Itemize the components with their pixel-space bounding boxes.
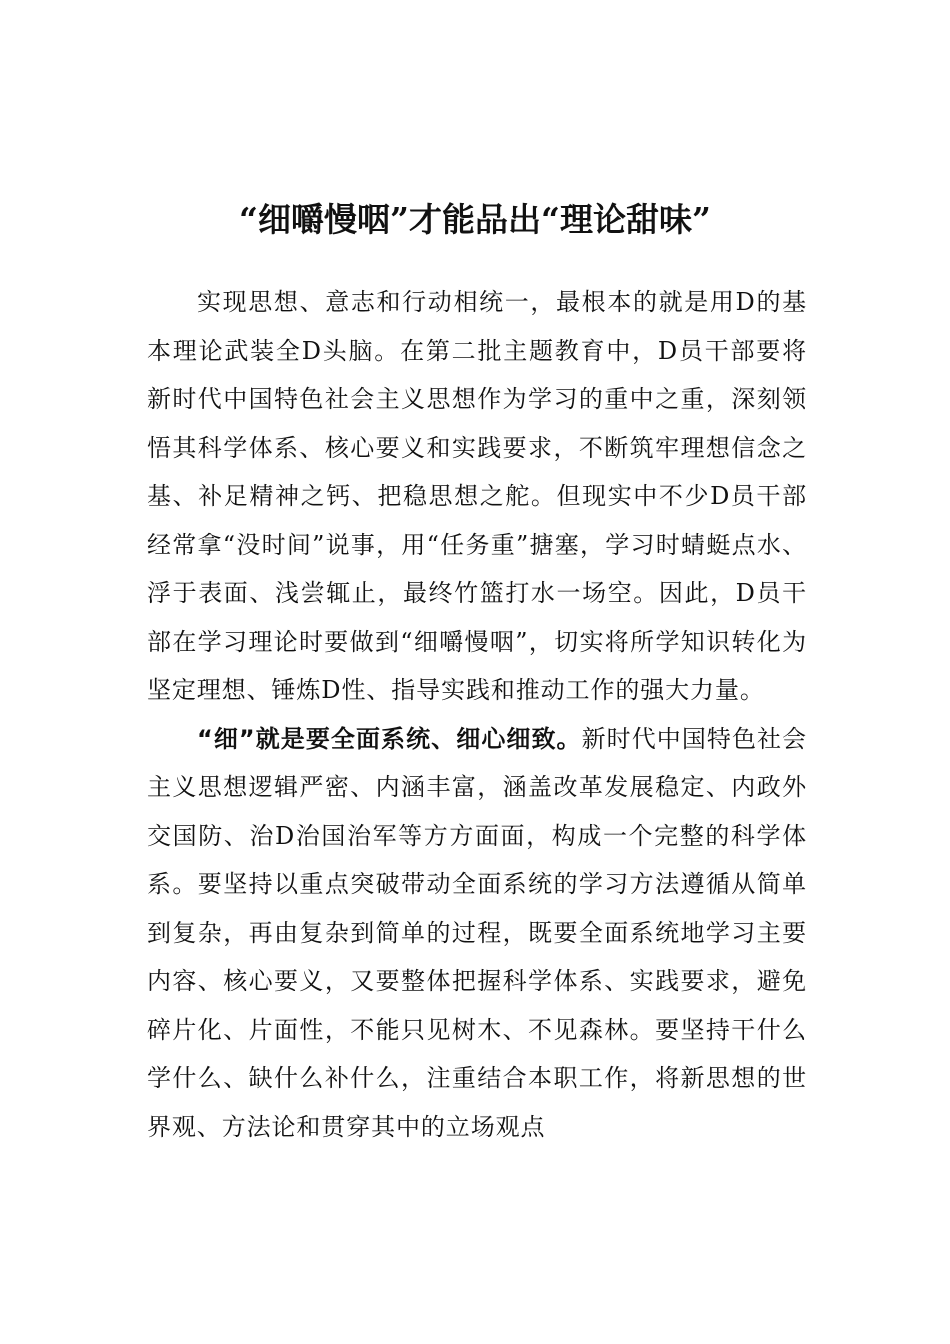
paragraph-xi xyxy=(147,715,807,1152)
document-title: “细嚼慢咽”才能品出“理论甜味” xyxy=(239,200,711,240)
document-body xyxy=(147,278,807,1151)
paragraph-xi-body: 新时代中国特色社会主义思想逻辑严密、内涵丰富，涵盖改革发展稳定、内政外交国防、治D治国治军等方方面面，构成一个完整的科学体系。要坚持以重点突破带动全面系统的学习方法遵循从简单到复杂，再由复杂到简单的过程，既要全面系统地学习主要内容、核心要义，又要整体把握科学体系、实践要求，避免碎片化、片面性，不能只见树木、不见森林。要坚持干什么学什么、缺什么补什么，注重结合本职工作，将新思想的世界观、方法论和贯穿其中的立场观点 xyxy=(147,724,807,1141)
paragraph-lead-heading: “细”就是要全面系统、细心细致。 xyxy=(197,724,582,753)
paragraph-intro: 实现思想、意志和行动相统一，最根本的就是用D的基本理论武装全D头脑。在第二批主题教育中，D员干部要将新时代中国特色社会主义思想作为学习的重中之重，深刻领悟其科学体系、核心要义和实践要求，不断筑牢理想信念之基、补足精神之钙、把稳思想之舵。但现实中不少D员干部经常拿“没时间”说事，用“任务重”搪塞，学习时蜻蜓点水、浮于表面、浅尝辄止，最终竹篮打水一场空。因此，D员干部在学习理论时要做到“细嚼慢咽”，切实将所学知识转化为坚定理想、锤炼D性、指导实践和推动工作的强大力量。 xyxy=(147,288,807,704)
